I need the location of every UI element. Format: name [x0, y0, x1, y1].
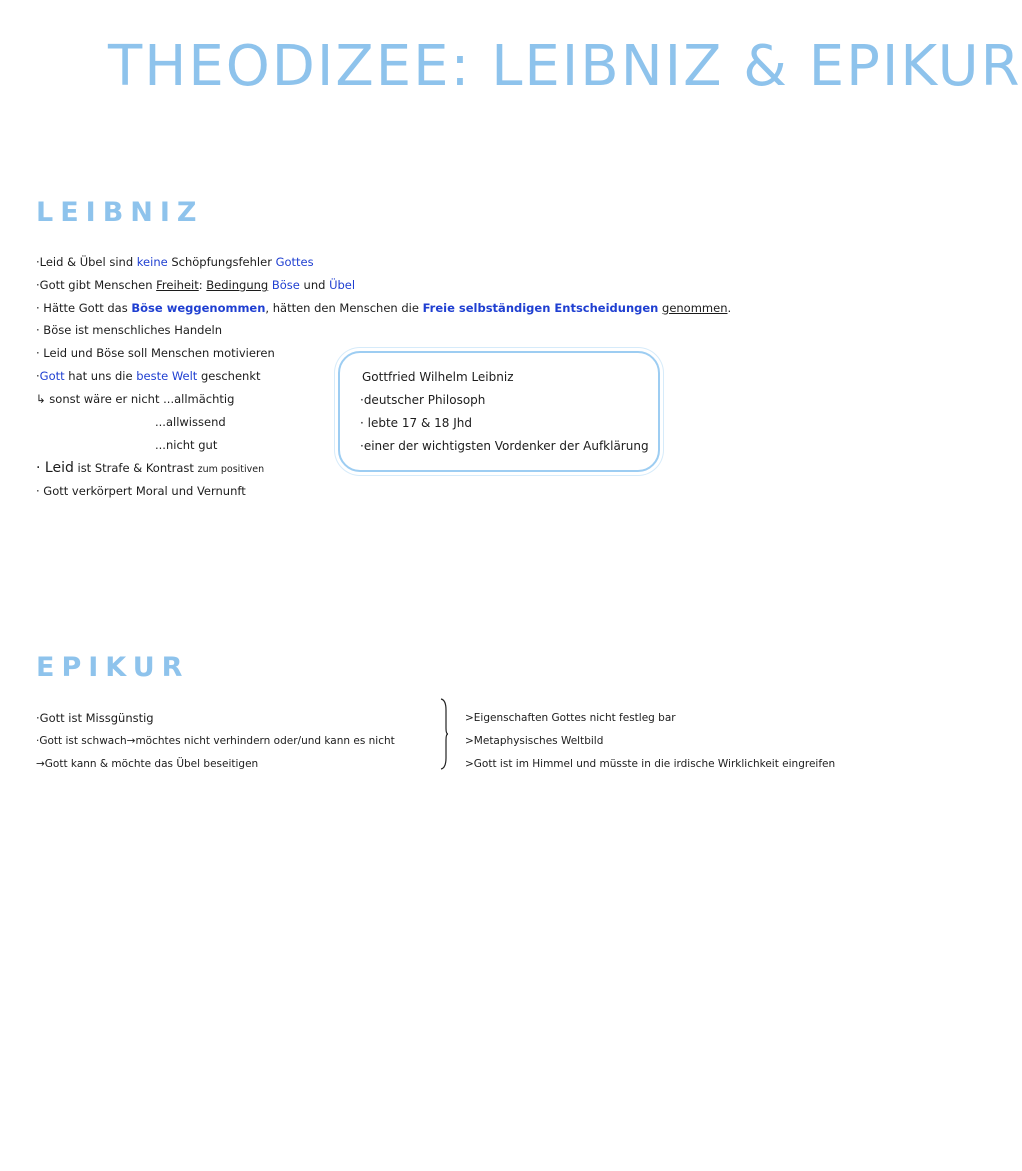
note-text: Bedingung — [206, 278, 269, 292]
leibniz-note-line — [36, 255, 314, 269]
info-line: · lebte 17 & 18 Jhd — [360, 416, 472, 430]
epikur-right-line: >Gott ist im Himmel und müsste in die irdische Wirklichkeit eingreifen — [465, 758, 836, 770]
note-text: Gottes — [275, 255, 314, 269]
info-line: ·deutscher Philosoph — [360, 393, 486, 407]
note-text: Gott — [39, 369, 65, 383]
note-text: Freiheit — [156, 278, 199, 292]
leibniz-note-line — [36, 484, 246, 498]
epikur-left-line: ·Gott ist Missgünstig — [36, 711, 154, 725]
note-text: hat uns die — [64, 369, 137, 383]
note-text: Freie selbständigen Entscheidungen — [422, 301, 659, 315]
note-text: und — [299, 278, 330, 292]
note-text: zum positiven — [197, 464, 265, 475]
leibniz-note-line — [36, 369, 261, 383]
note-text: · Hätte Gott das — [36, 301, 132, 315]
note-text: · Böse ist menschliches Handeln — [36, 323, 223, 337]
epikur-right-line: >Eigenschaften Gottes nicht festleg bar — [465, 712, 676, 724]
note-text: ...allwissend — [155, 415, 226, 429]
note-text: ...nicht gut — [155, 438, 218, 452]
epikur-right-line: >Metaphysisches Weltbild — [465, 735, 604, 747]
leibniz-note-line — [36, 301, 731, 315]
leibniz-note-line — [155, 415, 226, 429]
info-line: Gottfried Wilhelm Leibniz — [362, 370, 514, 384]
note-text: · Gott verkörpert Moral und Vernunft — [36, 484, 246, 498]
note-text: beste Welt — [136, 369, 198, 383]
leibniz-note-line — [36, 346, 275, 360]
note-text: ist Strafe & Kontrast — [73, 461, 198, 475]
info-line: ·einer der wichtigsten Vordenker der Aufklärung — [360, 439, 649, 453]
note-text: · Leid und Böse soll Menschen motivieren — [36, 346, 275, 360]
leibniz-heading: LEIBNIZ — [36, 197, 204, 228]
epikur-left-line: →Gott kann & möchte das Übel beseitigen — [36, 758, 259, 770]
leibniz-note-line — [36, 461, 264, 477]
note-text: Schöpfungsfehler — [167, 255, 276, 269]
note-text: genommen — [662, 301, 728, 315]
epikur-left-line: ·Gott ist schwach→möchtes nicht verhindern oder/und kann es nicht — [36, 735, 395, 747]
note-text: Böse — [271, 278, 300, 292]
note-text: geschenkt — [197, 369, 261, 383]
note-text: Übel — [329, 278, 356, 292]
leibniz-note-line — [36, 392, 234, 406]
note-text: ·Leid & Übel sind — [36, 255, 137, 269]
curly-bracket — [440, 698, 448, 770]
epikur-heading: EPIKUR — [36, 652, 190, 683]
note-text: · Leid — [36, 460, 74, 476]
leibniz-note-line — [36, 323, 222, 337]
note-text: . — [727, 301, 732, 315]
note-text: , hätten den Menschen die — [265, 301, 423, 315]
leibniz-note-line — [36, 278, 355, 292]
note-text: Böse weggenommen — [131, 301, 266, 315]
note-text: ↳ sonst wäre er nicht ...allmächtig — [36, 392, 235, 406]
note-text: ·Gott gibt Menschen — [36, 278, 157, 292]
note-text: : — [198, 278, 207, 292]
note-text: keine — [136, 255, 168, 269]
leibniz-note-line — [155, 438, 217, 452]
note-text: · — [36, 369, 40, 383]
page-title: THEODIZEE: LEIBNIZ & EPIKUR — [108, 34, 1022, 99]
